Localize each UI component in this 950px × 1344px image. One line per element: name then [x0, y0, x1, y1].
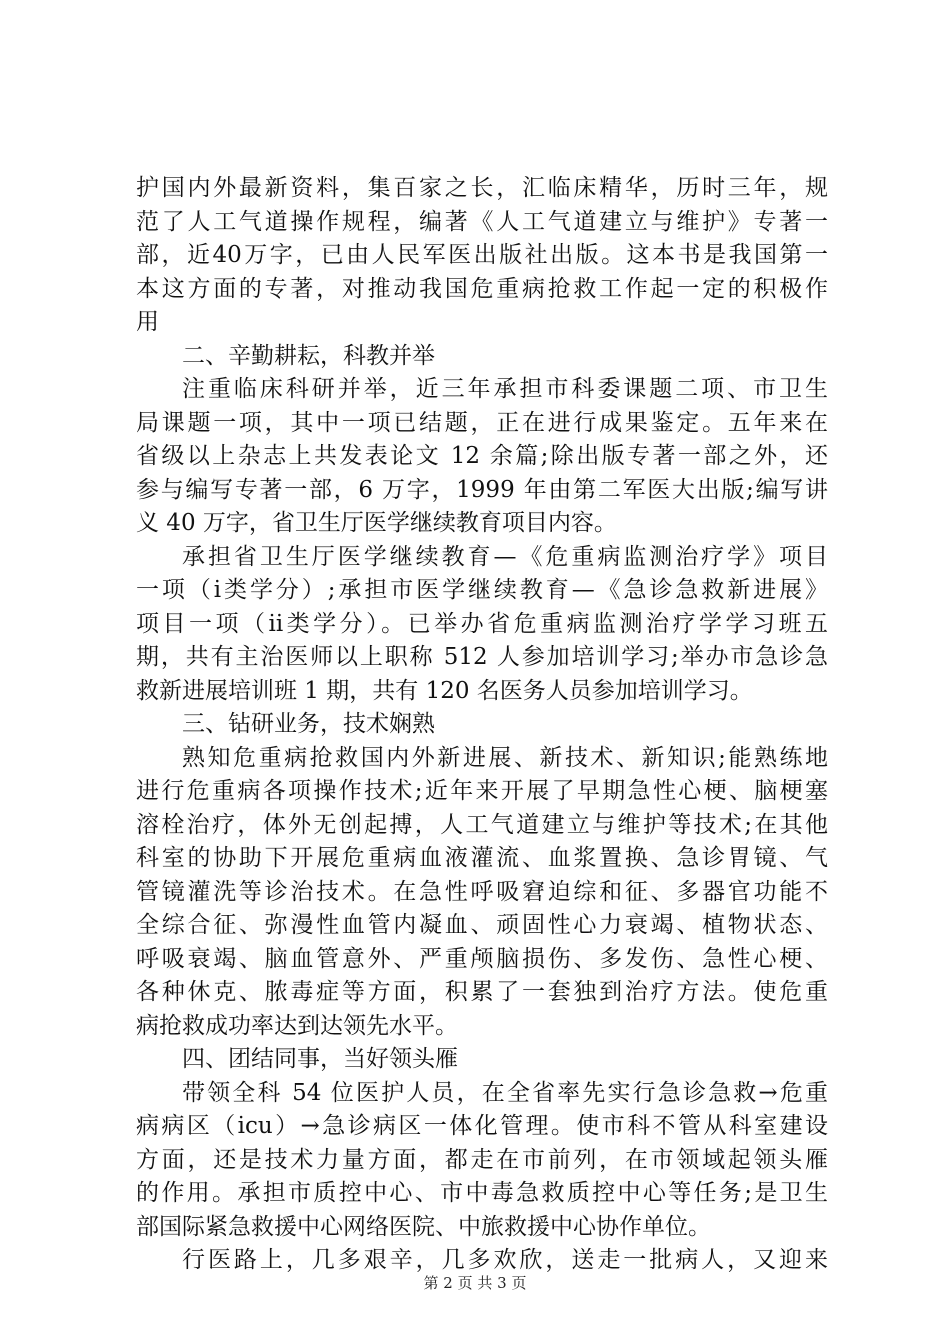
text-line: 部，近40万字，已由人民军医出版社出版。这本书是我国第一: [136, 242, 828, 268]
text-line: 注重临床科研并举，近三年承担市科委课题二项、市卫生: [182, 376, 828, 402]
text-line: 参与编写专著一部，6 万字，1999 年由第二军医大出版;编写讲: [136, 476, 828, 503]
text-line: 方面，还是技术力量方面，都走在市前列，在市领域起领头雁: [136, 1146, 828, 1173]
document-body: [136, 172, 828, 1278]
text-line: 各种休克、脓毒症等方面，积累了一套独到治疗方法。使危重: [136, 979, 828, 1005]
text-line: 范了人工气道操作规程，编著《人工气道建立与维护》专著一: [136, 208, 828, 235]
text-line: 病病区（icu）→急诊病区一体化管理。使市科不管从科室建设: [136, 1113, 828, 1139]
text-line: 护国内外最新资料，集百家之长，汇临床精华，历时三年，规: [136, 175, 828, 201]
text-line: 部国际紧急救援中心网络医院、中旅救援中心协作单位。: [136, 1213, 711, 1240]
text-line: 期，共有主治医师以上职称 512 人参加培训学习;举办市急诊急: [136, 644, 828, 670]
text-line: 二、辛勤耕耘，科教并举: [182, 342, 435, 369]
text-line: 管镜灌洗等诊治技术。在急性呼吸窘迫综和征、多器官功能不: [136, 878, 828, 905]
text-line: 救新进展培训班 1 期，共有 120 名医务人员参加培训学习。: [136, 677, 753, 704]
text-line: 行医路上，几多艰辛，几多欢欣，送走一批病人，又迎来: [182, 1247, 828, 1273]
text-line: 溶栓治疗，体外无创起搏，人工气道建立与维护等技术;在其他: [136, 811, 828, 838]
text-line: 带领全科 54 位医护人员，在全省率先实行急诊急救→危重: [182, 1079, 828, 1106]
text-line: 承担省卫生厅医学继续教育—《危重病监测治疗学》项目: [182, 543, 828, 570]
page-number-footer: 第 2 页 共 3 页: [423, 1274, 527, 1292]
text-line: 项目一项（ⅱ类学分）。已举办省危重病监测治疗学学习班五: [136, 610, 828, 637]
text-line: 一项（ⅰ类学分）;承担市医学继续教育—《急诊急救新进展》: [136, 577, 828, 603]
text-line: 三、钻研业务，技术娴熟: [182, 711, 435, 737]
text-line: 四、团结同事，当好领头雁: [182, 1046, 458, 1072]
text-line: 用: [136, 309, 159, 335]
text-line: 呼吸衰竭、脑血管意外、严重颅脑损伤、多发伤、急性心梗、: [136, 945, 828, 972]
text-line: 全综合征、弥漫性血管内凝血、顽固性心力衰竭、植物状态、: [136, 912, 828, 938]
text-line: 熟知危重病抢救国内外新进展、新技术、新知识;能熟练地: [182, 744, 828, 771]
text-line: 本这方面的专著，对推动我国危重病抢救工作起一定的积极作: [136, 275, 828, 302]
text-line: 病抢救成功率达到达领先水平。: [136, 1012, 458, 1039]
text-line: 科室的协助下开展危重病血液灌流、血浆置换、急诊胃镜、气: [136, 845, 828, 871]
text-line: 的作用。承担市质控中心、市中毒急救质控中心等任务;是卫生: [136, 1180, 828, 1206]
text-line: 省级以上杂志上共发表论文 12 余篇;除出版专著一部之外，还: [136, 443, 828, 469]
text-line: 义 40 万字，省卫生厅医学继续教育项目内容。: [136, 510, 617, 536]
text-line: 局课题一项，其中一项已结题，正在进行成果鉴定。五年来在: [136, 409, 828, 436]
text-line: 进行危重病各项操作技术;近年来开展了早期急性心梗、脑梗塞: [136, 778, 828, 804]
